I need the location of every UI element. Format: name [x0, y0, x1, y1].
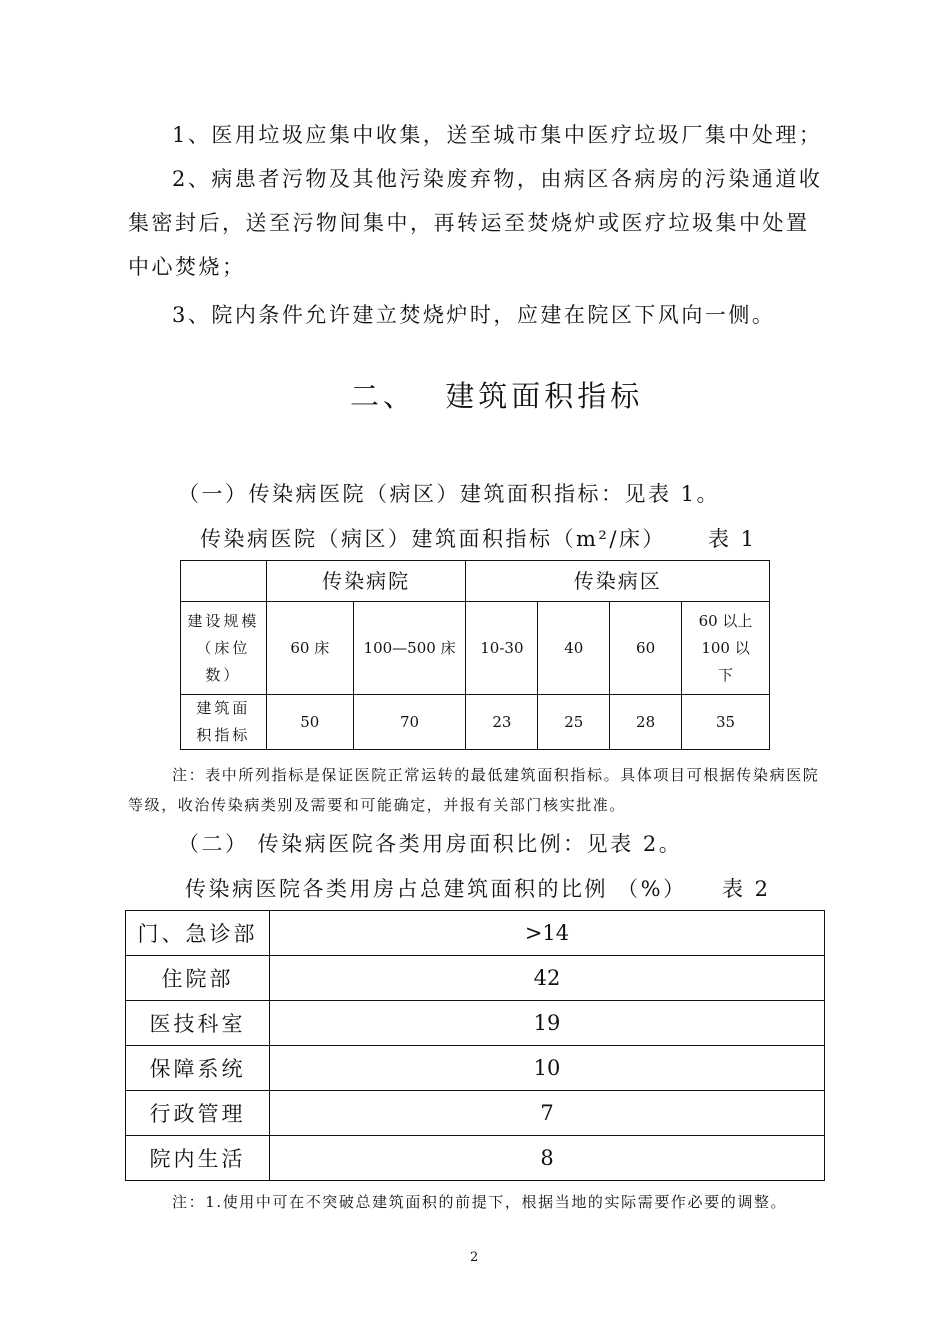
- table1-group-hospital: 传染病院: [266, 561, 466, 602]
- row-name: 院内生活: [126, 1136, 270, 1181]
- row-label-scale: 建设规模（床位数）: [181, 602, 267, 695]
- table1-group-ward: 传染病区: [466, 561, 770, 602]
- table-cell: 60 床: [266, 602, 353, 695]
- row-name: 医技科室: [126, 1001, 270, 1046]
- row-value: 7: [270, 1091, 825, 1136]
- subheading-1: （一）传染病医院（病区）建筑面积指标：见表 1。: [178, 482, 721, 506]
- table-cell: 10-30: [466, 602, 538, 695]
- table-row: [126, 1136, 825, 1181]
- table-cell: 60: [610, 602, 682, 695]
- table-cell: 100—500 床: [353, 602, 466, 695]
- table-cell: 50: [266, 695, 353, 750]
- table-row: [126, 1046, 825, 1091]
- table1-note: 注：表中所列指标是保证医院正常运转的最低建筑面积指标。具体项目可根据传染病医院等级，收治传染病类别及需要和可能确定，并报有关部门核实批准。: [128, 766, 820, 814]
- table-cell: 40: [538, 602, 610, 695]
- row-name: 住院部: [126, 956, 270, 1001]
- row-name: 保障系统: [126, 1046, 270, 1091]
- row-label-area: 建筑面积指标: [181, 695, 267, 750]
- table-cell: 70: [353, 695, 466, 750]
- table2-label: 表 2: [722, 877, 771, 901]
- table-row: [126, 911, 825, 956]
- table-row: [181, 695, 770, 750]
- row-name: 门、急诊部: [126, 911, 270, 956]
- table2-note: 注：1.使用中可在不突破总建筑面积的前提下，根据当地的实际需要作必要的调整。: [172, 1193, 788, 1211]
- table-1: [180, 560, 770, 750]
- table-cell: 60 以上 100 以下: [682, 602, 770, 695]
- table1-label: 表 1: [708, 527, 757, 551]
- page-number: 2: [470, 1250, 479, 1265]
- paragraph-1: 1、医用垃圾应集中收集，送至城市集中医疗垃圾厂集中处理；: [172, 123, 823, 147]
- table-row: [126, 1001, 825, 1046]
- table-cell: 23: [466, 695, 538, 750]
- table1-title: 传染病医院（病区）建筑面积指标（m²/床）: [200, 527, 666, 551]
- table-row: [126, 956, 825, 1001]
- row-value: 42: [270, 956, 825, 1001]
- table-row: [126, 1091, 825, 1136]
- paragraph-2: 2、病患者污物及其他污染废弃物，由病区各病房的污染通道收集密封后，送至污物间集中，再转运至焚烧炉或医疗垃圾集中处置中心焚烧；: [128, 167, 823, 279]
- table-cell: 28: [610, 695, 682, 750]
- row-value: >14: [270, 911, 825, 956]
- paragraph-3: 3、院内条件允许建立焚烧炉时，应建在院区下风向一侧。: [172, 303, 776, 327]
- table-2: [125, 910, 825, 1181]
- row-value: 19: [270, 1001, 825, 1046]
- row-value: 10: [270, 1046, 825, 1091]
- table1-corner-cell: [181, 561, 267, 602]
- subheading-2: （二） 传染病医院各类用房面积比例：见表 2。: [178, 832, 683, 856]
- row-name: 行政管理: [126, 1091, 270, 1136]
- section-heading: 二、 建筑面积指标: [350, 379, 644, 413]
- table-cell: 35: [682, 695, 770, 750]
- row-value: 8: [270, 1136, 825, 1181]
- table2-title: 传染病医院各类用房占总建筑面积的比例 （%）: [185, 877, 687, 901]
- table-cell: 25: [538, 695, 610, 750]
- table-row: [181, 602, 770, 695]
